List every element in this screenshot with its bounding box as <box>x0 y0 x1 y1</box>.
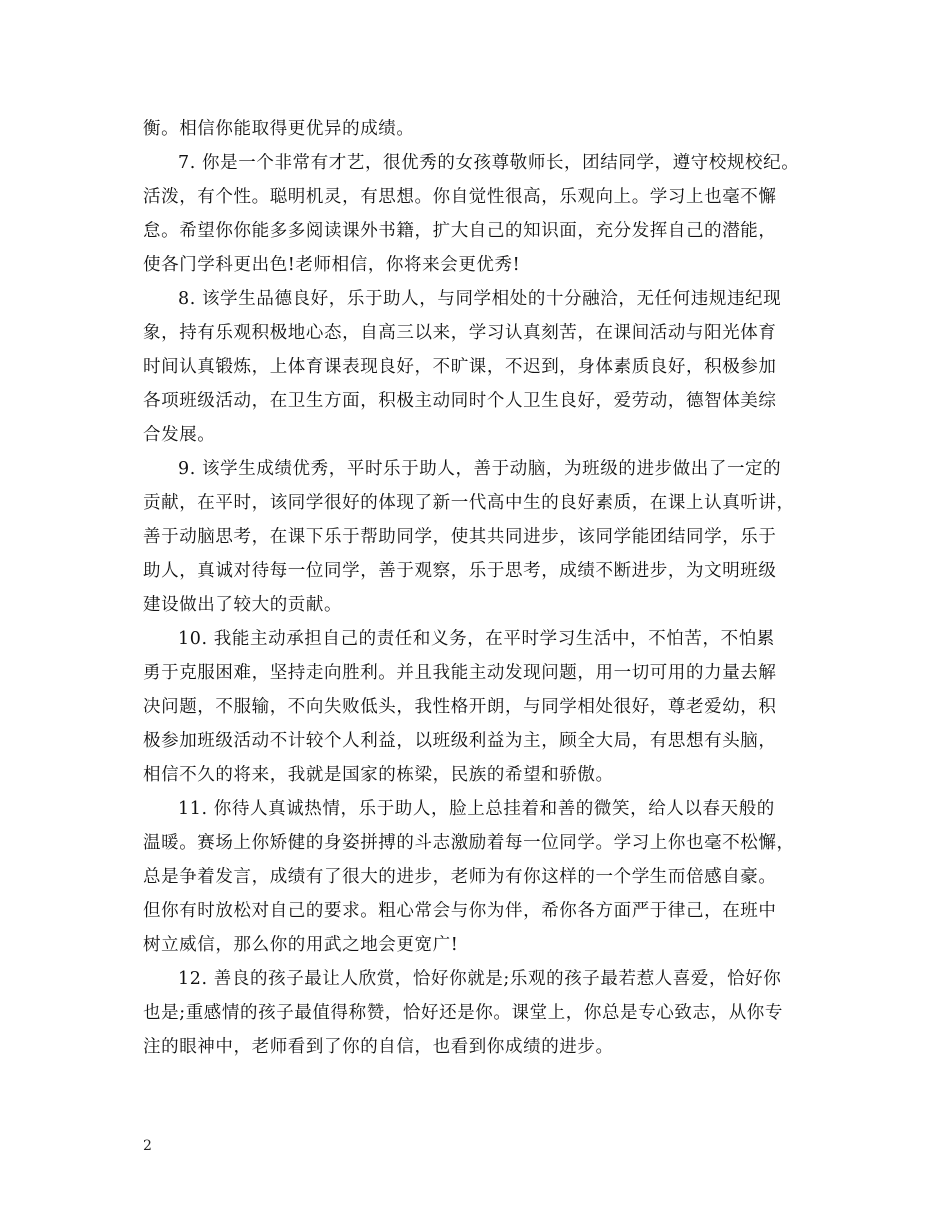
text-line: 使各门学科更出色!老师相信，你将来会更优秀! <box>143 255 521 275</box>
text-line: 极参加班级活动不计较个人利益，以班级利益为主，顾全大局，有思想有头脑， <box>143 731 777 751</box>
text-line: 8. 该学生品德良好，乐于助人，与同学相处的十分融洽，无任何违规违纪现 <box>178 289 782 309</box>
text-line: 12. 善良的孩子最让人欣赏，恰好你就是;乐观的孩子最若惹人喜爱，恰好你 <box>178 969 782 989</box>
text-line: 勇于克服困难，坚持走向胜利。并且我能主动发现问题，用一切可用的力量去解 <box>143 663 777 683</box>
text-line: 贡献，在平时，该同学很好的体现了新一代高中生的良好素质，在课上认真听讲， <box>143 493 795 513</box>
text-line: 11. 你待人真诚热情，乐于助人，脸上总挂着和善的微笑，给人以春天般的 <box>178 799 775 819</box>
text-line: 衡。相信你能取得更优异的成绩。 <box>143 119 415 139</box>
text-line: 也是;重感情的孩子最值得称赞，恰好还是你。课堂上，你总是专心致志，从你专 <box>143 1003 783 1023</box>
text-line: 9. 该学生成绩优秀，平时乐于助人，善于动脑，为班级的进步做出了一定的 <box>178 459 782 479</box>
page-number: 2 <box>143 1138 152 1154</box>
text-line: 10. 我能主动承担自己的责任和义务，在平时学习生活中，不怕苦，不怕累 <box>178 629 775 649</box>
text-line: 相信不久的将来，我就是国家的栋梁，民族的希望和骄傲。 <box>143 765 614 785</box>
text-line: 怠。希望你你能多多阅读课外书籍，扩大自己的知识面，充分发挥自己的潜能， <box>143 221 777 241</box>
text-line: 7. 你是一个非常有才艺，很优秀的女孩尊敬师长，团结同学，遵守校规校纪。 <box>178 153 800 173</box>
paragraph-8 <box>143 282 813 452</box>
paragraph-7 <box>143 146 813 282</box>
text-line: 注的眼神中，老师看到了你的自信，也看到你成绩的进步。 <box>143 1037 614 1057</box>
text-line: 温暖。赛场上你矫健的身姿拼搏的斗志激励着每一位同学。学习上你也毫不松懈， <box>143 833 795 853</box>
text-line: 助人，真诚对待每一位同学，善于观察，乐于思考，成绩不断进步，为文明班级 <box>143 561 777 581</box>
paragraph-11 <box>143 792 813 962</box>
text-line: 合发展。 <box>143 425 216 445</box>
text-line: 活泼，有个性。聪明机灵，有思想。你自觉性很高，乐观向上。学习上也毫不懈 <box>143 187 777 207</box>
text-line: 各项班级活动，在卫生方面，积极主动同时个人卫生良好，爱劳动，德智体美综 <box>143 391 777 411</box>
text-line: 善于动脑思考，在课下乐于帮助同学，使其共同进步，该同学能团结同学，乐于 <box>143 527 777 547</box>
paragraph-10 <box>143 622 813 792</box>
text-line: 象，持有乐观积极地心态，自高三以来，学习认真刻苦，在课间活动与阳光体育 <box>143 323 777 343</box>
text-line: 总是争着发言，成绩有了很大的进步，老师为有你这样的一个学生而倍感自豪。 <box>143 867 777 887</box>
text-line: 时间认真锻炼，上体育课表现良好，不旷课，不迟到，身体素质良好，积极参加 <box>143 357 777 377</box>
text-line: 建设做出了较大的贡献。 <box>143 595 343 615</box>
text-line: 树立威信，那么你的用武之地会更宽广! <box>143 935 459 955</box>
text-line: 但你有时放松对自己的要求。粗心常会与你为伴，希你各方面严于律己，在班中 <box>143 901 777 921</box>
paragraph-9 <box>143 452 813 622</box>
paragraph-continuation <box>143 112 813 146</box>
document-body <box>143 112 813 1064</box>
text-line: 决问题，不服输，不向失败低头，我性格开朗，与同学相处很好，尊老爱幼，积 <box>143 697 777 717</box>
paragraph-12 <box>143 962 813 1064</box>
